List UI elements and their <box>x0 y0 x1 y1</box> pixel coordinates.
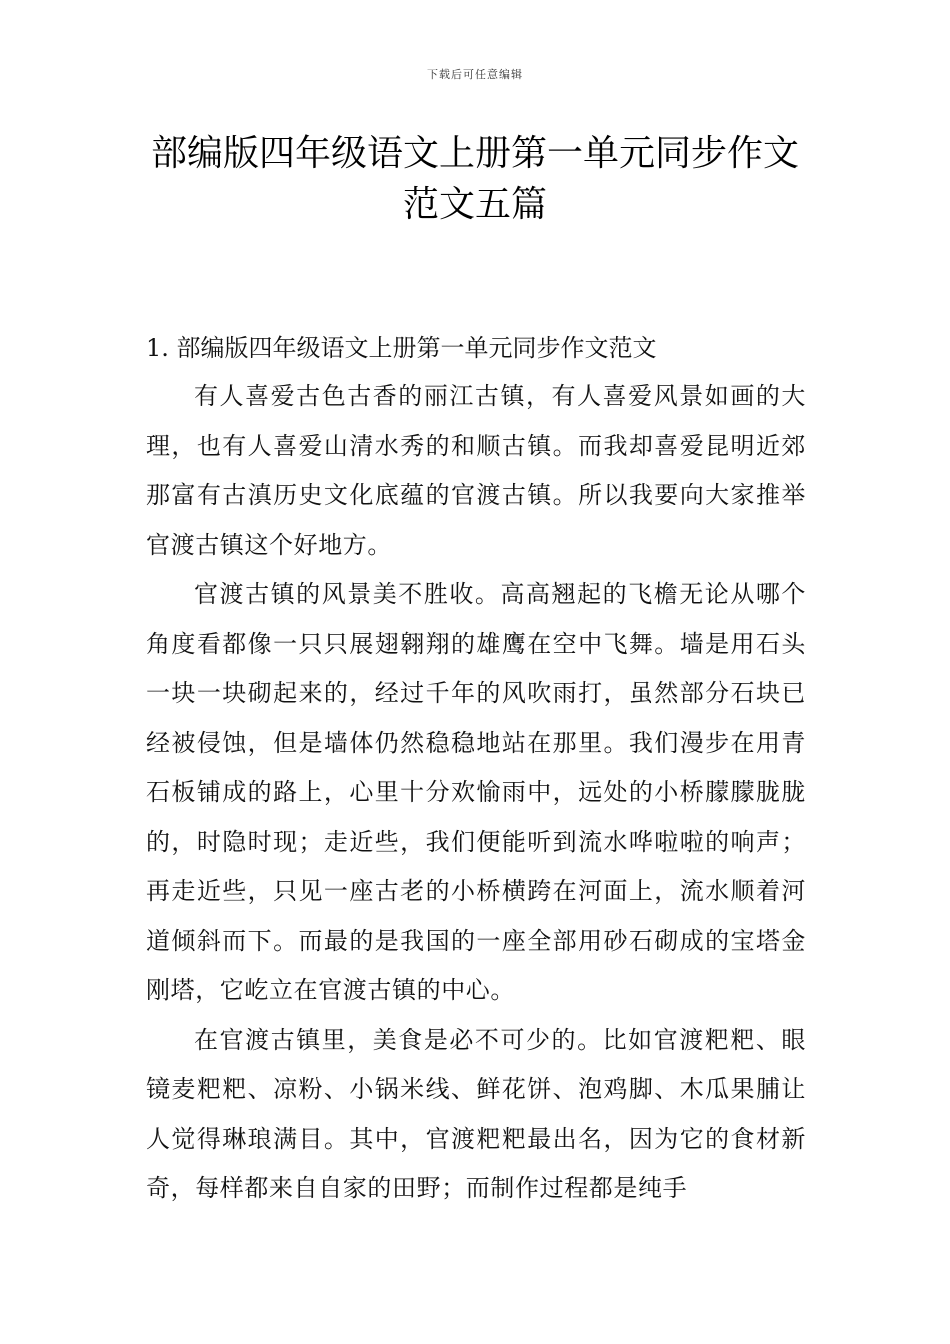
title-line-1: 部编版四年级语文上册第一单元同步作文 <box>150 133 799 174</box>
document-body <box>146 328 806 1214</box>
paragraph: 在官渡古镇里，美食是必不可少的。比如官渡粑粑、眼镜麦粑粑、凉粉、小锅米线、鲜花饼、泡鸡脚、木瓜果脯让人觉得琳琅满目。其中，官渡粑粑最出名，因为它的食材新奇，每样都来自自家的田野；而制作过程都是纯手 <box>146 1025 806 1202</box>
header-note: 下载后可任意编辑 <box>427 68 523 81</box>
document-title <box>130 128 820 230</box>
paragraph: 有人喜爱古色古香的丽江古镇，有人喜爱风景如画的大理，也有人喜爱山清水秀的和顺古镇。而我却喜爱昆明近郊那富有古滇历史文化底蕴的官渡古镇。所以我要向大家推举官渡古镇这个好地方。 <box>146 382 806 559</box>
paragraph: 官渡古镇的风景美不胜收。高高翘起的飞檐无论从哪个角度看都像一只只展翅翱翔的雄鹰在空中飞舞。墙是用石头一块一块砌起来的，经过千年的风吹雨打，虽然部分石块已经被侵蚀，但是墙体仍然稳稳地站在那里。我们漫步在用青石板铺成的路上，心里十分欢愉雨中，远处的小桥朦朦胧胧的，时隐时现；走近些，我们便能听到流水哗啦啦的响声；再走近些，只见一座古老的小桥横跨在河面上，流水顺着河道倾斜而下。而最的是我国的一座全部用砂石砌成的宝塔金刚塔，它屹立在官渡古镇的中心。 <box>146 580 806 1004</box>
section-heading: 1. 部编版四年级语文上册第一单元同步作文范文 <box>146 334 657 362</box>
title-line-2: 范文五篇 <box>402 184 547 225</box>
